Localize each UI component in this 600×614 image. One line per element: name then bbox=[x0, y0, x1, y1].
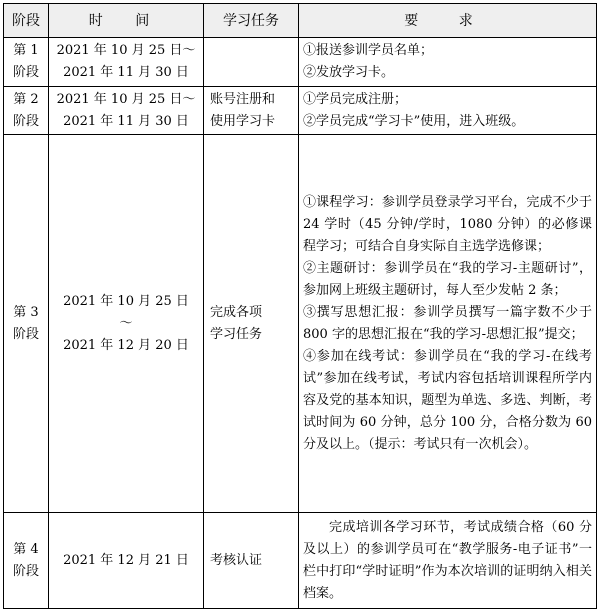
requirement-item: ④参加在线考试：参训学员在“我的学习-在线考试”参加在线考试，考试内容包括培训课程所学内容及党的基本知识，题型为单选、多选、判断，考试时间为 60 分钟，总分 100 分，合格分数为 60 分及以上。（提示：考试只有一次机会）。 bbox=[303, 348, 592, 452]
stage-number: 第 2 bbox=[13, 91, 39, 107]
header-row bbox=[4, 4, 597, 38]
time-end: 2021 年 11 月 30 日 bbox=[63, 65, 189, 80]
header-time: 时 间 bbox=[49, 4, 204, 38]
table-row bbox=[4, 38, 597, 87]
stage-number: 第 4 bbox=[13, 541, 39, 557]
time-start: 2021 年 10 月 25 日～ bbox=[56, 91, 196, 107]
requirement-item: ②发放学习卡。 bbox=[303, 65, 395, 80]
requirement-item: ③撰写思想汇报：参训学员撰写一篇字数不少于 800 字的思想汇报在“我的学习-思想汇报”提交； bbox=[303, 304, 592, 342]
time-date: 2021 年 12 月 21 日 bbox=[63, 552, 189, 568]
time-cell bbox=[49, 87, 204, 135]
time-cell bbox=[49, 135, 204, 513]
task-line: 使用学习卡 bbox=[210, 113, 276, 129]
time-start: 2021 年 10 月 25 日 bbox=[63, 293, 189, 309]
requirements-cell bbox=[299, 38, 597, 87]
header-stage: 阶段 bbox=[4, 4, 49, 38]
task-cell bbox=[204, 135, 299, 513]
task-cell bbox=[204, 38, 299, 87]
time-end: 2021 年 11 月 30 日 bbox=[63, 113, 189, 129]
table-row bbox=[4, 87, 597, 135]
requirement-item: ②主题研讨：参训学员在“我的学习-主题研讨”，参加网上班级主题研讨，每人至少发帖 2 条； bbox=[303, 260, 592, 298]
stage-label: 阶段 bbox=[12, 563, 39, 579]
requirement-item: 完成培训各学习环节，考试成绩合格（60 分及以上）的参训学员可在“教学服务-电子证书”一栏中打印“学时证明”作为本次培训的证明纳入相关档案。 bbox=[303, 519, 592, 601]
header-requirements: 要 求 bbox=[299, 4, 597, 38]
stage-number: 第 1 bbox=[13, 43, 39, 58]
training-schedule-table bbox=[3, 3, 597, 609]
stage-cell bbox=[4, 87, 49, 135]
requirement-item: ①课程学习：参训学员登录学习平台，完成不少于 24 学时（45 分钟/学时，1080 分钟）的必修课程学习；可结合自身实际自主选学选修课； bbox=[303, 194, 592, 254]
stage-cell bbox=[4, 38, 49, 87]
requirements-cell bbox=[299, 135, 597, 513]
task-cell bbox=[204, 87, 299, 135]
stage-label: 阶段 bbox=[12, 65, 39, 80]
requirement-item: ②学员完成“学习卡”使用，进入班级。 bbox=[303, 113, 525, 129]
header-task: 学习任务 bbox=[204, 4, 299, 38]
time-cell bbox=[49, 38, 204, 87]
stage-cell bbox=[4, 513, 49, 609]
time-start: 2021 年 10 月 25 日～ bbox=[56, 43, 196, 58]
time-end: 2021 年 12 月 20 日 bbox=[63, 337, 189, 353]
task-line: 学习任务 bbox=[210, 326, 263, 342]
task-line: 账号注册和 bbox=[210, 91, 276, 107]
stage-cell bbox=[4, 135, 49, 513]
requirements-cell bbox=[299, 87, 597, 135]
stage-label: 阶段 bbox=[12, 326, 39, 342]
time-cell bbox=[49, 513, 204, 609]
table-row bbox=[4, 135, 597, 513]
stage-number: 第 3 bbox=[13, 304, 39, 320]
table-row bbox=[4, 513, 597, 609]
requirement-item: ①报送参训学员名单； bbox=[303, 43, 434, 58]
requirement-item: ①学员完成注册； bbox=[303, 91, 408, 107]
time-separator: ～ bbox=[119, 315, 133, 331]
task-line: 完成各项 bbox=[210, 304, 263, 320]
task-cell bbox=[204, 513, 299, 609]
stage-label: 阶段 bbox=[12, 113, 39, 129]
task-line: 考核认证 bbox=[210, 552, 263, 568]
requirements-cell bbox=[299, 513, 597, 609]
